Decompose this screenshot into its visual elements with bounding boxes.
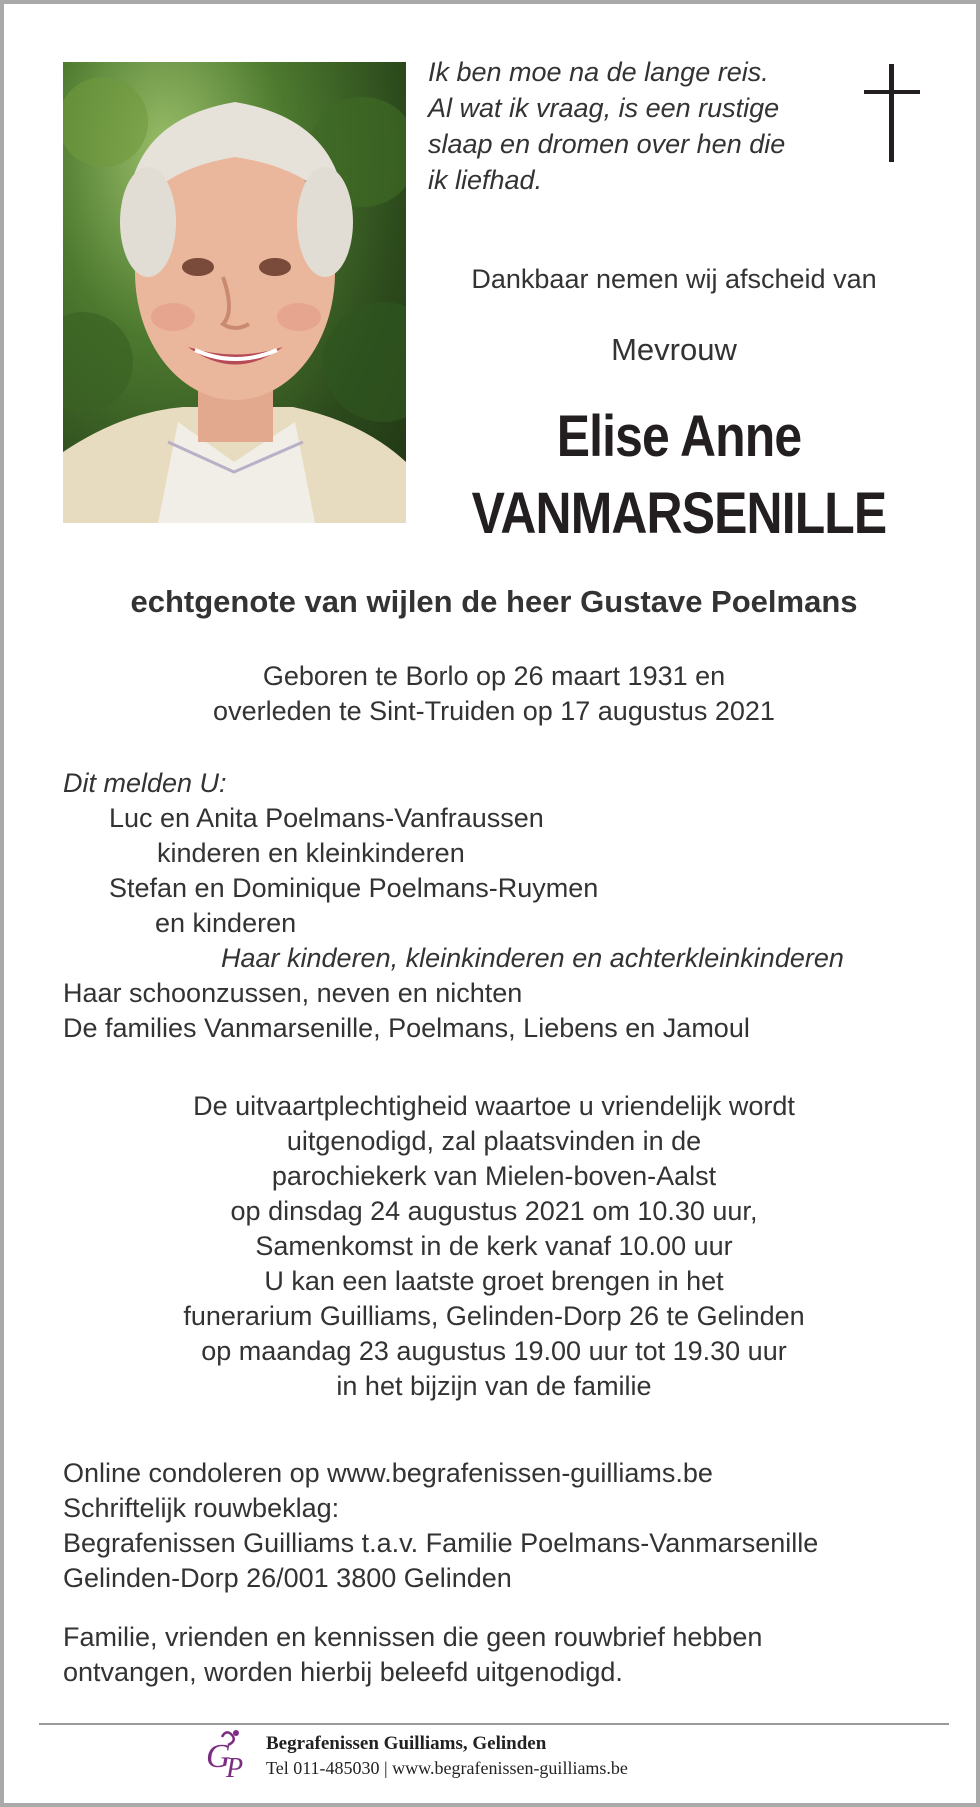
ceremony-line: De uitvaartplechtigheid waartoe u vriendelijk wordt — [193, 1091, 795, 1121]
cross-icon — [864, 64, 920, 162]
condolence-line: Schriftelijk rouwbeklag: — [63, 1493, 340, 1523]
ceremony-line: in het bijzijn van de familie — [336, 1371, 652, 1401]
honorific: Mevrouw — [611, 332, 737, 367]
family-line: Haar kinderen, kleinkinderen en achterkleinkinderen — [221, 943, 844, 973]
family-line: Luc en Anita Poelmans-Vanfraussen — [109, 803, 544, 833]
family-line: kinderen en kleinkinderen — [157, 838, 465, 868]
ceremony-line: Samenkomst in de kerk vanaf 10.00 uur — [255, 1231, 733, 1261]
svg-text:P: P — [226, 1753, 244, 1783]
family-announcement — [63, 766, 943, 1046]
poem-line: Al wat ik vraag, is een rustige — [428, 93, 780, 123]
ceremony-line: funerarium Guilliams, Gelinden-Dorp 26 te Gelinden — [183, 1301, 805, 1331]
ceremony-line: parochiekerk van Mielen-boven-Aalst — [271, 1161, 717, 1191]
ceremony-line: op dinsdag 24 augustus 2021 om 10.30 uur, — [230, 1196, 758, 1226]
announce-lead: Dit melden U: — [63, 768, 227, 798]
died-line: overleden te Sint-Truiden op 17 augustus 2021 — [213, 696, 775, 726]
guilliams-logo — [204, 1727, 254, 1783]
family-line: Stefan en Dominique Poelmans-Ruymen — [109, 873, 599, 903]
intro-text: Dankbaar nemen wij afscheid van — [471, 264, 877, 294]
closing-line: Familie, vrienden en kennissen die geen rouwbrief hebben — [63, 1622, 763, 1652]
poem-line: Ik ben moe na de lange reis. — [428, 57, 769, 87]
footer-contact: Tel 011-485030 | www.begrafenissen-guilliams.be — [266, 1758, 628, 1778]
ceremony-line: U kan een laatste groet brengen in het — [264, 1266, 724, 1296]
poem-line: ik liefhad. — [428, 165, 543, 195]
footer-divider — [39, 1723, 949, 1725]
family-line: Haar schoonzussen, neven en nichten — [63, 978, 523, 1008]
footer-text — [266, 1732, 628, 1780]
poem-line: slaap en dromen over hen die — [428, 129, 786, 159]
svg-text:G: G — [206, 1738, 231, 1775]
portrait-photo — [63, 62, 406, 523]
condolence-line: Online condoleren op www.begrafenissen-guilliams.be — [63, 1458, 713, 1488]
family-line: en kinderen — [155, 908, 297, 938]
closing-line: ontvangen, worden hierbij beleefd uitgenodigd. — [63, 1657, 623, 1687]
footer-company: Begrafenissen Guilliams, Gelinden — [266, 1733, 547, 1754]
ceremony-line: op maandag 23 augustus 19.00 uur tot 19.30 uur — [201, 1336, 787, 1366]
ceremony-info — [4, 1089, 980, 1404]
condolence-line: Gelinden-Dorp 26/001 3800 Gelinden — [63, 1563, 512, 1593]
poem — [428, 54, 848, 198]
birth-death-info — [4, 659, 980, 729]
closing-note — [63, 1620, 943, 1690]
family-line: De families Vanmarsenille, Poelmans, Liebens en Jamoul — [63, 1013, 750, 1043]
deceased-surname: VANMARSENILLE — [471, 481, 887, 546]
born-line: Geboren te Borlo op 26 maart 1931 en — [262, 661, 726, 691]
spouse-line: echtgenote van wijlen de heer Gustave Poelmans — [130, 584, 858, 619]
condolence-line: Begrafenissen Guilliams t.a.v. Familie Poelmans-Vanmarsenille — [63, 1528, 819, 1558]
condolence-info — [63, 1456, 943, 1596]
deceased-first-names: Elise Anne — [556, 404, 802, 469]
ceremony-line: uitgenodigd, zal plaatsvinden in de — [286, 1126, 702, 1156]
